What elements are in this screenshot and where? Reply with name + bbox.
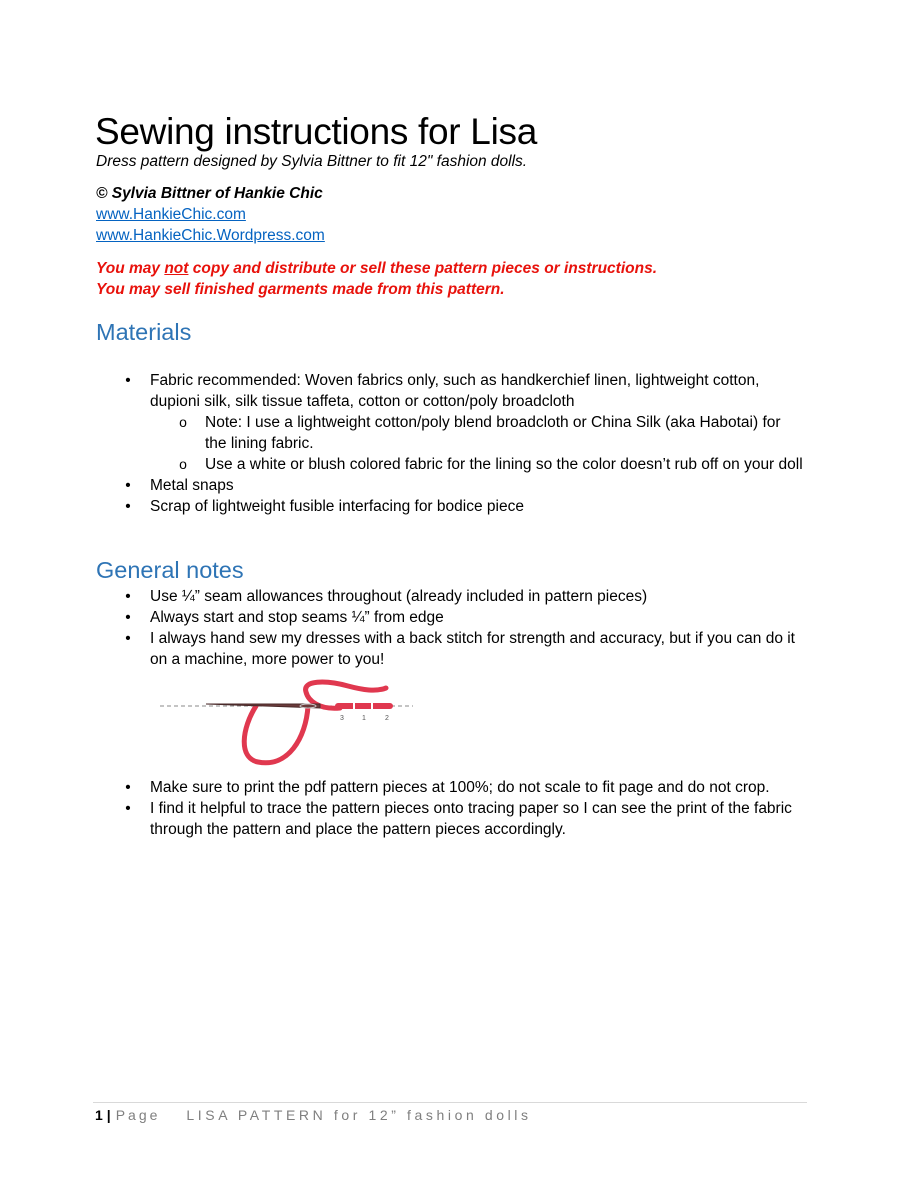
back-stitch-illustration xyxy=(158,678,418,768)
copy-warning-start: You may xyxy=(96,260,165,277)
page-title: Sewing instructions for Lisa xyxy=(95,111,537,152)
blog-link[interactable]: www.HankieChic.Wordpress.com xyxy=(96,227,325,244)
list-item xyxy=(0,496,810,517)
materials-list xyxy=(0,370,810,517)
copy-warning-end: copy and distribute or sell these pattern pieces or instructions. xyxy=(188,260,658,277)
sub-list-item-text: Use a white or blush colored fabric for the lining so the color doesn’t rub off on your doll xyxy=(205,456,803,473)
footer-separator: | xyxy=(106,1107,111,1123)
sub-list-item xyxy=(150,454,805,475)
website-link[interactable]: www.HankieChic.com xyxy=(96,206,246,223)
page-number: 1 xyxy=(95,1107,103,1123)
list-item-text: Always start and stop seams ¼” from edge xyxy=(150,609,444,626)
materials-sublist xyxy=(150,412,810,475)
general-notes-list xyxy=(0,586,810,670)
list-item xyxy=(0,798,810,840)
stitch-label-1: 1 xyxy=(362,715,366,722)
bullet-icon: • xyxy=(125,372,131,389)
list-item-text: I find it helpful to trace the pattern pieces onto tracing paper so I can see the print of the fabric through the pattern and place the pattern pieces accordingly. xyxy=(150,800,792,838)
list-item-text: Fabric recommended: Woven fabrics only, such as handkerchief linen, lightweight cotton, dupioni silk, silk tissue taffeta, cotton or cotton/poly broadcloth xyxy=(150,372,760,410)
stitch-label-2: 2 xyxy=(385,715,389,722)
stitch-label-3: 3 xyxy=(340,715,344,722)
list-item-text: Use ¼” seam allowances throughout (already included in pattern pieces) xyxy=(150,588,648,605)
list-item xyxy=(0,370,810,475)
page-label: Page xyxy=(115,1107,161,1123)
bullet-icon: • xyxy=(125,630,131,647)
sell-notice: You may sell finished garments made from this pattern. xyxy=(96,281,505,298)
general-notes-heading: General notes xyxy=(96,557,244,583)
copy-warning xyxy=(96,259,657,279)
bullet-icon: • xyxy=(125,498,131,515)
bullet-icon: • xyxy=(125,800,131,817)
list-item xyxy=(0,777,810,798)
subtitle: Dress pattern designed by Sylvia Bittner to fit 12" fashion dolls. xyxy=(96,153,528,170)
page-footer xyxy=(95,1106,532,1124)
list-item xyxy=(0,586,810,607)
list-item-text: Metal snaps xyxy=(150,477,234,494)
list-item-text: I always hand sew my dresses with a back stitch for strength and accuracy, but if you can do it on a machine, more power to you! xyxy=(150,630,795,668)
list-item-text: Make sure to print the pdf pattern pieces at 100%; do not scale to fit page and do not crop. xyxy=(150,779,770,796)
copy-warning-not: not xyxy=(164,260,189,277)
thread-loop-bottom xyxy=(244,706,308,763)
materials-heading: Materials xyxy=(96,319,192,345)
list-item xyxy=(0,607,810,628)
bullet-icon: • xyxy=(125,477,131,494)
list-item-text: Scrap of lightweight fusible interfacing for bodice piece xyxy=(150,498,524,515)
footer-divider xyxy=(93,1102,807,1103)
bullet-icon: • xyxy=(125,588,131,605)
footer-doc-title: LISA PATTERN for 12” fashion dolls xyxy=(186,1107,532,1123)
circle-bullet-icon: o xyxy=(179,456,187,472)
list-item xyxy=(0,475,810,496)
copyright-notice: © Sylvia Bittner of Hankie Chic xyxy=(96,185,323,202)
bullet-icon: • xyxy=(125,779,131,796)
sub-list-item xyxy=(150,412,805,454)
general-notes-list-continued xyxy=(0,777,810,840)
bullet-icon: • xyxy=(125,609,131,626)
sub-list-item-text: Note: I use a lightweight cotton/poly blend broadcloth or China Silk (aka Habotai) for the lining fabric. xyxy=(205,414,781,452)
circle-bullet-icon: o xyxy=(179,414,187,430)
list-item xyxy=(0,628,810,670)
